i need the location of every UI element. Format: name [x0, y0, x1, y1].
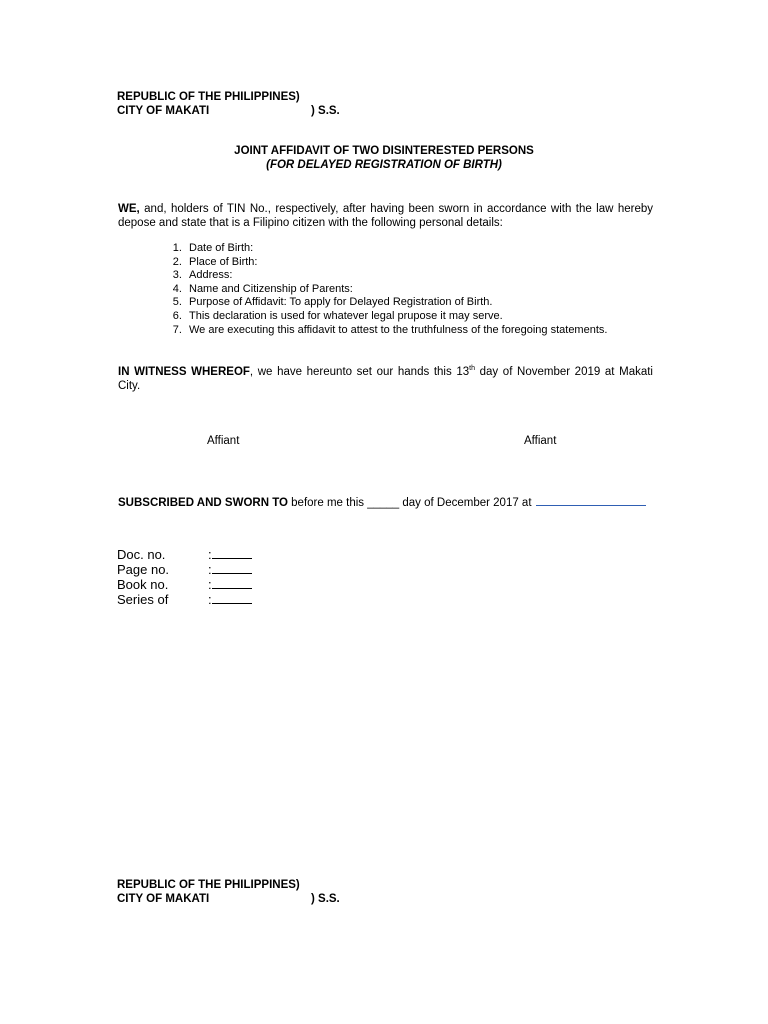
venue-footer-city: CITY OF MAKATI	[117, 893, 210, 905]
personal-details-list	[118, 242, 653, 337]
notary-series-label: Series of	[117, 592, 169, 607]
list-item: 4. Name and Citizenship of Parents:	[185, 283, 653, 297]
document-subtitle: (FOR DELAYED REGISTRATION OF BIRTH)	[266, 159, 502, 171]
intro-lead: WE,	[118, 203, 140, 215]
list-item: 6. This declaration is used for whatever legal prupose it may serve.	[185, 310, 653, 324]
notary-page-no-label: Page no.	[117, 562, 170, 577]
list-item: 7. We are executing this affidavit to attest to the truthfulness of the foregoing statements.	[185, 324, 653, 338]
notary-doc-no-label: Doc. no.	[117, 547, 166, 562]
subscribed-text: before me this _____ day of December 2017 at	[287, 497, 532, 509]
venue-footer-ss: ) S.S.	[311, 893, 340, 905]
notary-doc-no: Doc. no. :	[117, 546, 252, 562]
venue-header-city: CITY OF MAKATI	[117, 105, 210, 117]
notary-book-no-blank[interactable]	[212, 576, 252, 589]
venue-header-ss: ) S.S.	[311, 105, 340, 117]
intro-paragraph	[118, 203, 653, 230]
witness-text-before: , we have hereunto set our hands this 13	[249, 366, 470, 378]
notary-book-no: Book no. :	[117, 576, 252, 592]
affiant-label-right: Affiant	[524, 435, 557, 447]
notary-series-blank[interactable]	[212, 591, 252, 604]
witness-lead: IN WITNESS WHEREOF	[118, 366, 250, 378]
witness-paragraph	[118, 366, 653, 393]
witness-day-suffix: th	[469, 365, 475, 373]
subscribed-sworn-line	[118, 493, 646, 509]
notary-page-no-blank[interactable]	[212, 561, 252, 574]
venue-footer-line1: REPUBLIC OF THE PHILIPPINES)	[117, 879, 300, 891]
list-item: 2. Place of Birth:	[185, 256, 653, 270]
intro-text: and, holders of TIN No., respectively, after having been sworn in accordance with the law hereby depose and state that is a Filipino citizen with the following personal details:	[118, 203, 653, 229]
notary-page-no: Page no. :	[117, 561, 252, 577]
witness-text-after: day of November 2019 at Makati City.	[118, 366, 653, 392]
list-item: 1. Date of Birth:	[185, 242, 653, 256]
place-blank-line[interactable]	[536, 493, 646, 506]
affiant-label-left: Affiant	[207, 435, 240, 447]
list-item: 5. Purpose of Affidavit: To apply for Delayed Registration of Birth.	[185, 296, 653, 310]
venue-header-line1: REPUBLIC OF THE PHILIPPINES)	[117, 91, 300, 103]
list-item: 3. Address:	[185, 269, 653, 283]
notary-doc-no-blank[interactable]	[212, 546, 252, 559]
notary-series: Series of :	[117, 591, 252, 607]
notary-book-no-label: Book no.	[117, 577, 169, 592]
document-title: JOINT AFFIDAVIT OF TWO DISINTERESTED PERSONS	[234, 145, 534, 157]
subscribed-lead: SUBSCRIBED AND SWORN TO	[118, 497, 288, 509]
